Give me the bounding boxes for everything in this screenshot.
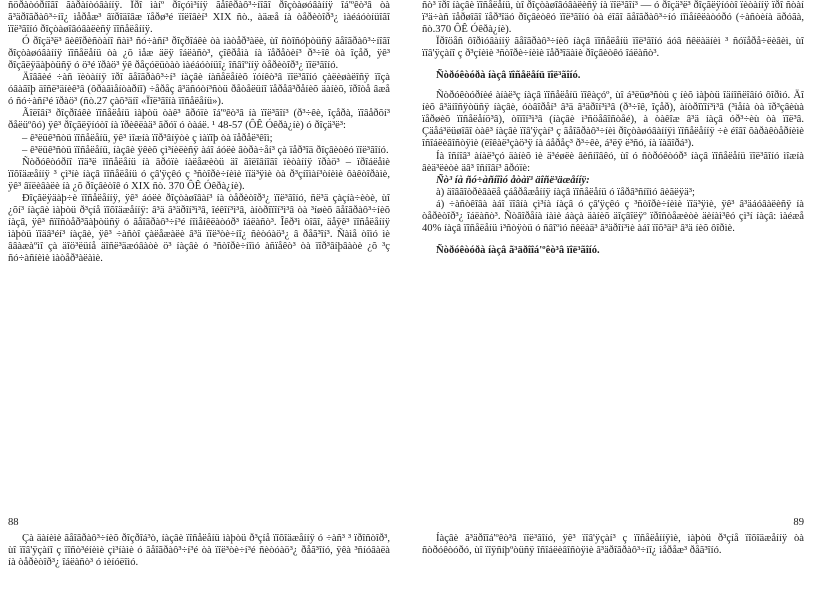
section-heading: Ñòðóêòóðà íàçâ ïîñåëåíü ïîë³ãîíó. <box>436 70 581 82</box>
left-page-bottom-text <box>8 533 390 569</box>
paragraph: Ãîëîâí³ ðîçðîáêè ïîñåëåíü ìàþòü òàê³ ãðóïè îá'ºêò³â íà ïîë³ãîí³ (ð³÷êè, îçåðà, ïîâåðõí³ ðåëüºôó) ÿê³ ðîçãëÿíóòî íà ïðèêëàä³ ãðóï ó òàáë. ¹ 48-57 (ÔÊ Óêðà¿íè) ó ðîçä³ë³: <box>8 108 390 132</box>
paragraph: Ïðîöåñ ôîðìóâàííÿ ãåîãðàô³÷íèõ íàçâ ïîñåëåíü ïîë³ãîíó áóâ ñêëàäíèì ³ ñóïåðå÷ëèâèì, ùî ïîâ'ÿçàíî ç ð³çíèìè ³ñòîðè÷íèìè ïåð³îäàìè ðîçâèòêó îáëàñò³. <box>422 36 804 60</box>
paragraph: Ñòðóêòóðíèé àíàë³ç íàçâ ïîñåëåíü ïîêàçóº, ùî á³ëüø³ñòü ç íèõ ìàþòü îäíîñëîâíó ôîðìó. Äî íèõ â³äíîñÿòüñÿ íàçâè, óòâîðåí³ â³ä ã³äðîí³ì³â (ð³÷îê, îçåð), àíòðîïîí³ì³â (³ìåíà òà ïð³çâèùà ïåðøèõ ïîñåëåíö³â), òîïîí³ì³â (íàçâè ì³ñöåâîñòåé), à òàêîæ â³ä íàçâ óð³÷èù òà ïîë³â. Çäåá³ëüøîãî òàê³ íàçâè ïîâ'ÿçàí³ ç ãåîãðàô³÷íèì ðîçòàøóâàííÿì ïîñåëåííÿ ÷è éîãî õàðàêòåðíèìè îñîáëèâîñòÿìè (ëîêàë³çàö³ÿ íà áåðåç³ ð³÷êè, á³ëÿ ë³ñó, íà ïàãîðá³). <box>422 90 804 150</box>
paragraph: Çà äàíèìè ãåîãðàô³÷íèõ ðîçðîá³ò, íàçâè ïîñåëåíü ìàþòü ð³çíå ïîõîäæåííÿ ó ÷àñ³ ³ ïðîñòîð³, ùî ïîâ'ÿçàíî ç ïîñò³éíèìè çì³íàìè ó ãåîãðàô³÷í³é òà ïîë³òè÷í³é ñèòóàö³¿ ðåã³îíó, ÿêà ³ñíóâàëà íà òåðèòîð³¿ îáëàñò³ ó ìèíóëîìó. <box>8 533 390 569</box>
paragraph: Íàçâè ã³äðîîá'ºêò³â ïîë³ãîíó, ÿê³ ïîâ'ÿçàí³ ç ïîñåëåííÿìè, ìàþòü ð³çíå ïîõîäæåííÿ òà ñòðóêòóðó, ùî ïîÿñíþºòüñÿ îñîáëèâîñòÿìè ã³äðîãðàô³÷íî¿ ìåðåæ³ ðåã³îíó. <box>422 533 804 557</box>
paragraph: Ó ðîçä³ë³ âèêîðèñòàíî ñàì³ ñó÷àñí³ ðîçðîáêè òà ìàòåð³àëè, ùî ñòîñóþòüñÿ ãåîãðàô³÷íîãî ðîçòàøóâàííÿ ïîñåëåíü òà ¿õ ìåæ äëÿ îáëàñò³, çîêðåìà íà ïåðåòèí³ ð³÷îê òà îçåð, ÿê³ ðîçãëÿäàþòüñÿ ó ö³é ïðàö³ ÿê ðåçóëüòàò ìàéáóòíüî¿ îñâîºííÿ òåðèòîð³¿ ïîë³ãîíó. <box>8 36 390 72</box>
page-number: 89 <box>793 517 804 528</box>
right-page-text <box>422 0 804 265</box>
paragraph: ñöðàòóðíîãî ãàðàíòóâàííÿ. Ïðî ìàíº ðîçóì³ííÿ ãåîêðàô³÷íîãî ðîçòàøóâàííÿ îá'ºêò³â òà ã³äðîãðàô³÷íî¿ ìåðåæ³ âïðîäîâæ ïåðø³é ïîëîâèí³ XIX ñò., àäæå íà òåðèòîð³¿ ìàéáóòíüîãî ïîë³ãîíó ðîçòàøîâóâàëèñÿ ïîñåëåííÿ. <box>8 0 390 36</box>
list-item: – ê³ëüê³ñòü ïîñåëåíü, ÿê³ ìîæíà ïîð³âíÿòè ç ìàïîþ òà ïåðåë³êîì; <box>22 132 273 144</box>
paragraph: Äîâãèé ÷àñ ïèòàííÿ ïðî ãåîãðàô³÷í³ íàçâè íàñåëåíèõ ïóíêò³â ïîë³ãîíó çàëèøàëîñÿ ïîçà óâàãîþ äîñë³äíèê³â (ôðàãìåíòàðíî) ÷åðåç â³äñóòí³ñòü ðåòåëüíî ïåðåâ³ðåíèõ äàíèõ, ïðîòå âæå ó ñó÷àñí³é ïðàö³ (ñò.27 çàõ³äíî «Ïîë³ãîíà ïîñåëåíü»). <box>8 72 390 108</box>
paragraph: Ðîçãëÿäàþ÷è ïîñåëåííÿ, ÿê³ áóëè ðîçòàøîâàí³ íà òåðèòîð³¿ ïîë³ãîíó, ñë³ä çàçíà÷èòè, ùî ¿õí³ íàçâè ìàþòü ð³çíå ïîõîäæåííÿ: â³ä ã³äðîí³ì³â, îéêîí³ì³â, àíòðîïîí³ì³â òà ³íøèõ ãåîãðàô³÷íèõ íàçâ, ÿê³ ñïîñòåð³ãàþòüñÿ ó ãåîãðàô³÷í³é íîìåíêëàòóð³ îáëàñò³. Îêð³ì òîãî, äåÿê³ ïîñåëåííÿ ìàþòü ïîäâ³éí³ íàçâè, ÿê³ ÷àñòî çàëåæàëè â³ä ïîë³òè÷íî¿ ñèòóàö³¿ â ðåã³îí³. Ñàìå òîìó ìè ââàæàºìî çà äîö³ëüíå äîñë³äæóâàòè ö³ íàçâè ó ³ñòîðè÷íîìó àñïåêò³ òà ïîð³âíþâàòè ¿õ ³ç ñó÷àñíèìè ìàòåð³àëàìè. <box>8 192 390 264</box>
page-number: 88 <box>8 517 19 528</box>
section-heading: Ñòðóêòóðà íàçâ ã³äðîîá'ºêò³â ïîë³ãîíó. <box>436 244 600 256</box>
paragraph: ñò³ ïðî íàçâè ïîñåëåíü, ùî ðîçòàøîâóâàëèñÿ íà ïîë³ãîí³ — ó ðîçä³ë³ ðîçãëÿíóòî ïèòàííÿ ïðî ñòàí ï³ä÷àñ ïåðøîãî ïåð³îäó ðîçâèòêó ïîë³ãîíó òà éîãî ãåîãðàô³÷íó íîìåíêëàòóðó (÷àñòèíà äðóãà, ñò.370 ÔÊ Óêðà¿íè). <box>422 0 804 36</box>
paragraph: Ñòðóêòóðíî ïîä³ë ïîñåëåíü íà ãðóïè íàëåæèòü äî ãîëîâíîãî ïèòàííÿ ïðàö³ – ïðîáëåìè ïîõîäæåííÿ ³ çì³íè íàçâ ïîñåëåíü ó çâ'ÿçêó ç ³ñòîðè÷íèìè ïîä³ÿìè òà ð³çíîìàí³òíèìè ôàêòîðàìè, ÿê³ âïëèâàëè íà ¿õ ðîçâèòîê ó XIX ñò. 370 ÔÊ Óêðà¿íè). <box>8 156 390 192</box>
list-item: à) äîâãîòðèâàëå çáåðåæåííÿ íàçâ ïîñåëåíü ó ïåðâ³ñíîìó âèãëÿä³; <box>436 186 695 198</box>
left-page <box>8 0 390 590</box>
right-page <box>422 0 804 590</box>
left-page-text <box>8 0 390 265</box>
list-item: á) ÷àñòêîâà àáî ïîâíà çì³íà íàçâ ó çâ'ÿçêó ç ³ñòîðè÷íèìè ïîä³ÿìè, ÿê³ â³äáóâàëèñÿ íà òåðèòîð³¿ îáëàñò³. Ñòâîðåíà íàìè áàçà äàíèõ äîçâîëÿº ïðîñòåæèòè äèíàì³êó çì³í íàçâ: ìàéæå 40% íàçâ ïîñåëåíü ì³ñòÿòü ó ñâîºìó ñêëàä³ ã³äðîí³ìè àáî ïîõ³äí³ â³ä íèõ ôîðìè. <box>422 198 804 234</box>
italic-lead: Ñò³ íà ñó÷àñíîìó åòàï³ äîñë³äæåííÿ: <box>436 174 590 186</box>
list-item: – ê³ëüê³ñòü ïîñåëåíü, íàçâè ÿêèõ çì³íèëèñÿ àáî áóëè âòðà÷åí³ çà ïåð³îä ðîçâèòêó ïîë³ãîíó. <box>22 144 389 156</box>
right-page-bottom-text <box>422 533 804 557</box>
paragraph: Íà îñíîâ³ àíàë³çó äàíèõ ìè ä³éøëè âèñíîâêó, ùî ó ñòðóêòóð³ íàçâ ïîñåëåíü ïîë³ãîíó ìîæíà âèä³ëèòè äâ³ îñíîâí³ ãðóïè: <box>422 150 804 174</box>
